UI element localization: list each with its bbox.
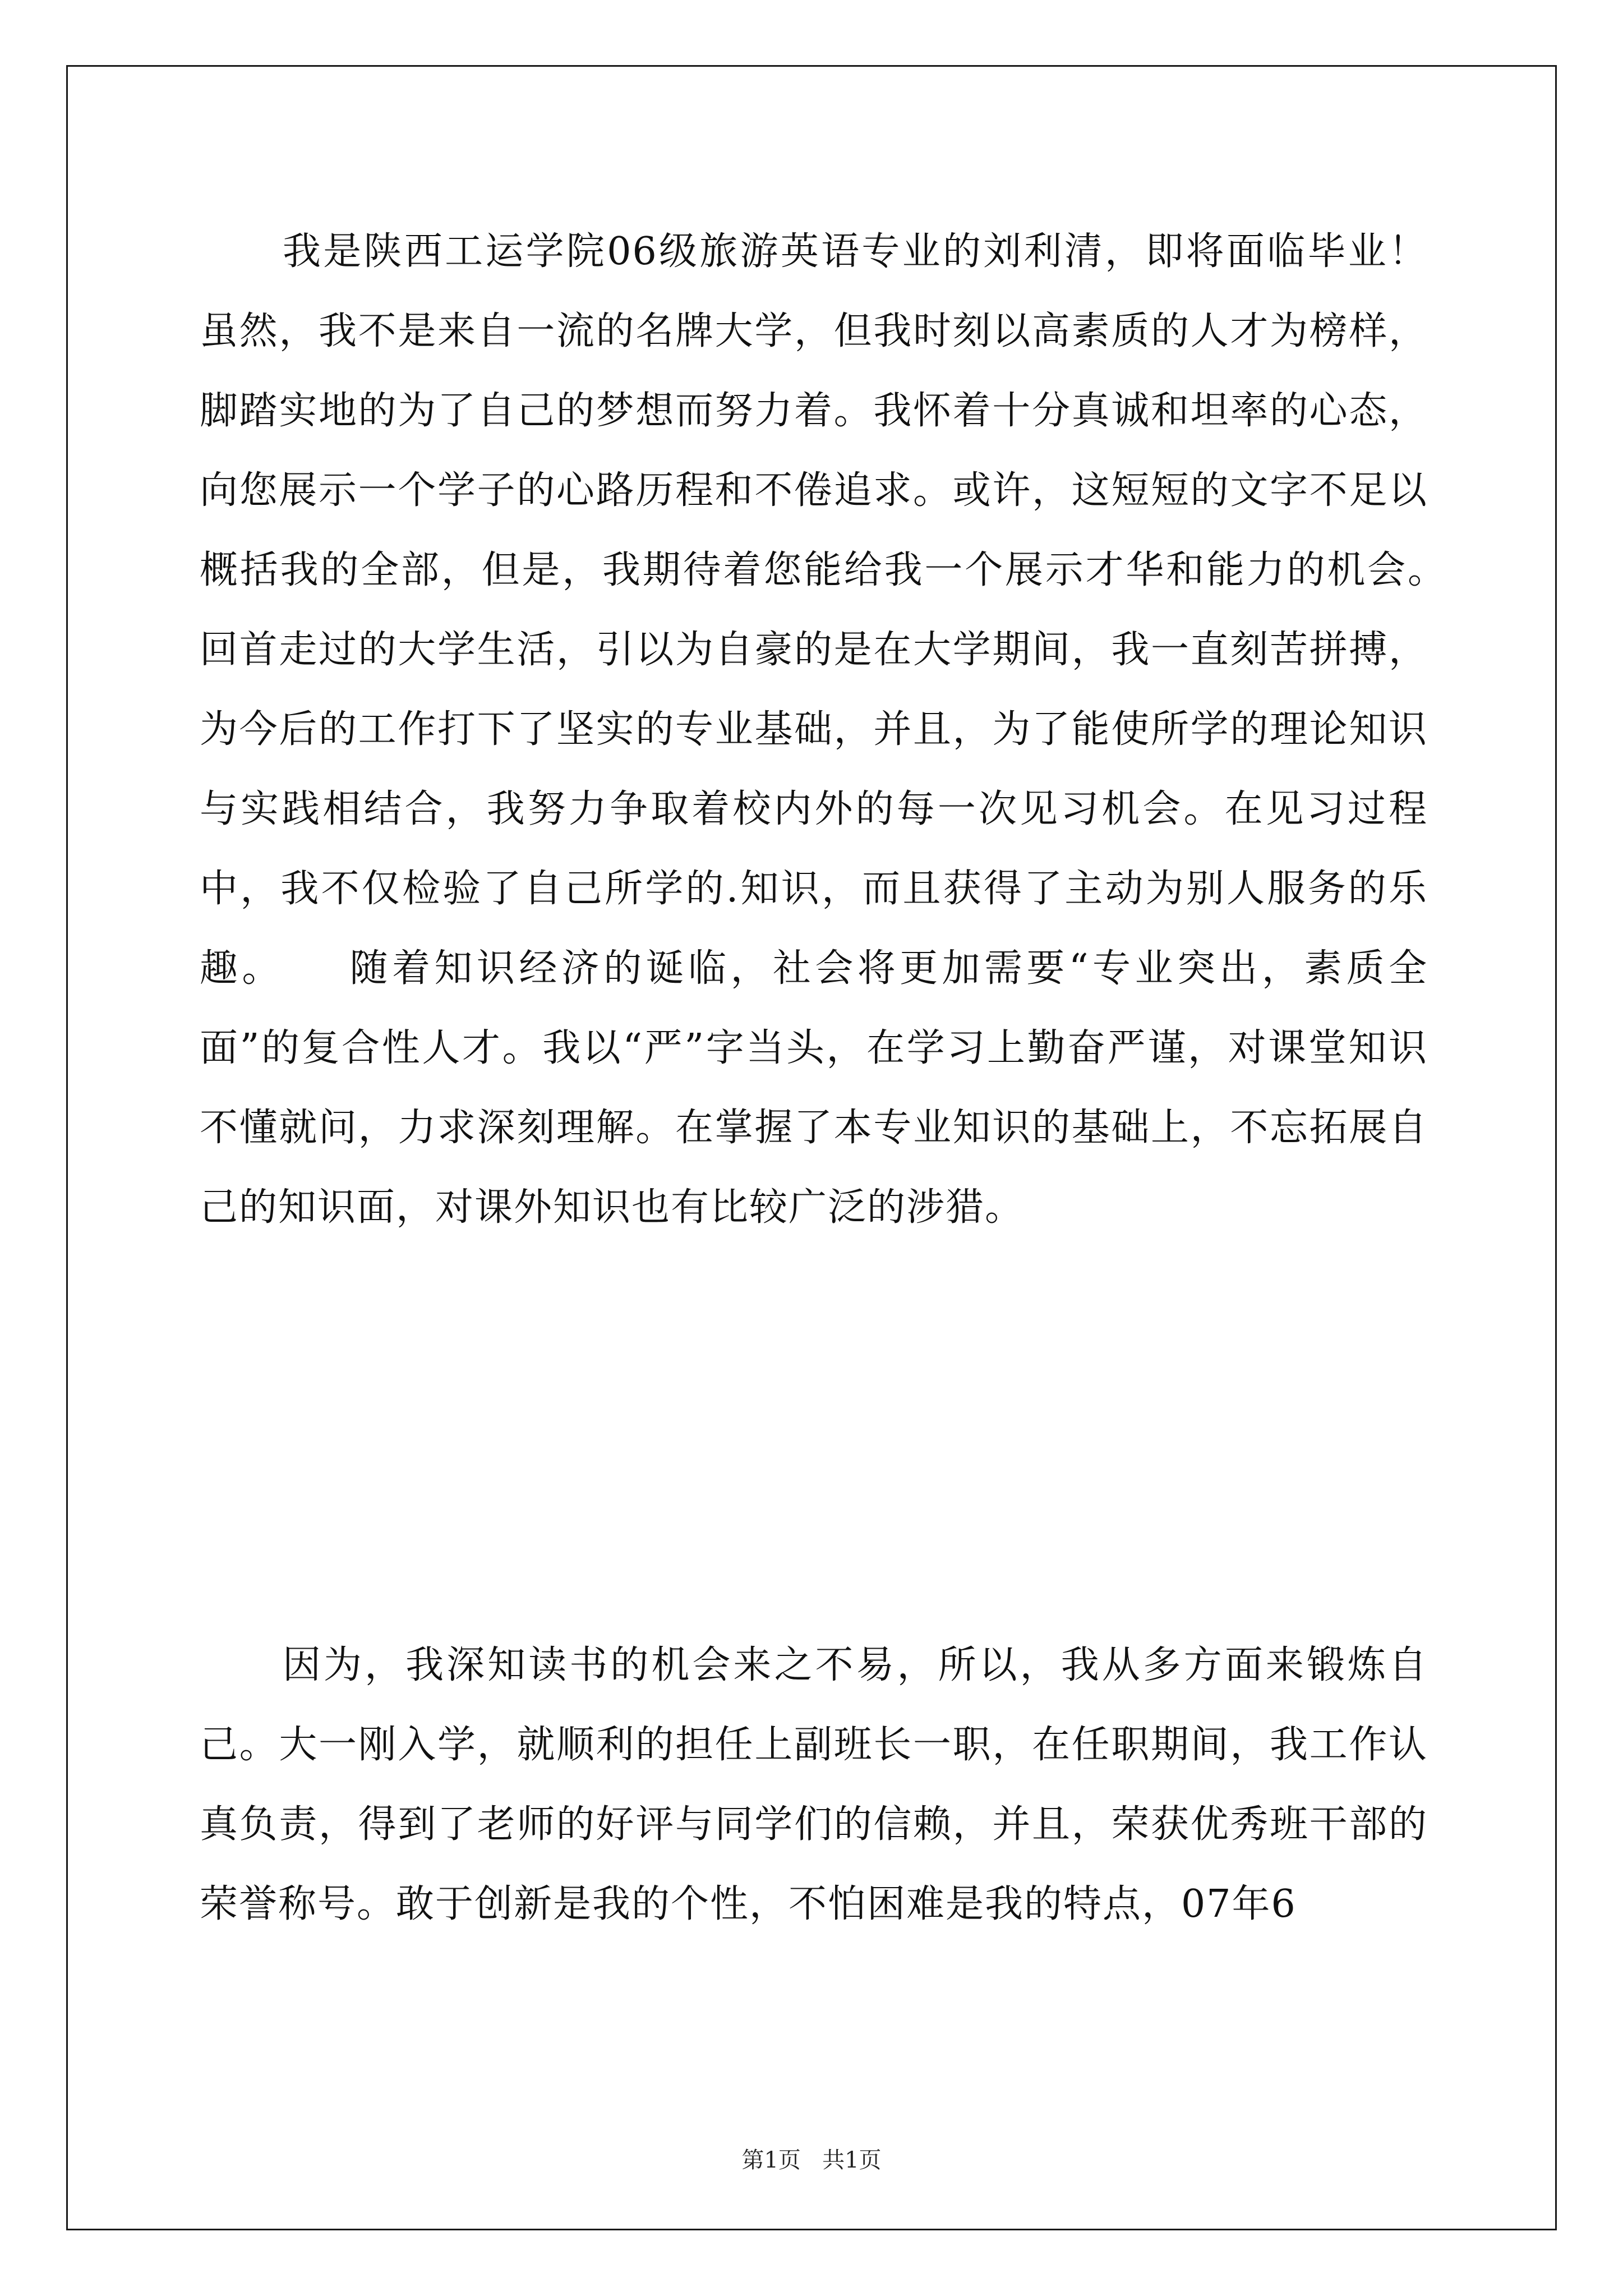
page-footer bbox=[0, 2146, 1623, 2174]
body-paragraph-2: 因为，我深知读书的机会来之不易，所以，我从多方面来锻炼自己。大一刚入学，就顺利的担任上副班长一职，在任职期间，我工作认真负责，得到了老师的好评与同学们的信赖，并且，荣获优秀班干部的荣誉称号。敢于创新是我的个性，不怕困难是我的特点，07年6 bbox=[200, 1643, 1428, 1926]
body-paragraph-1: 我是陕西工运学院06级旅游英语专业的刘利清，即将面临毕业！虽然，我不是来自一流的名牌大学，但我时刻以高素质的人才为榜样，脚踏实地的为了自己的梦想而努力着。我怀着十分真诚和坦率的心态，向您展示一个学子的心路历程和不倦追求。或许，这短短的文字不足以概括我的全部，但是，我期待着您能给我一个展示才华和能力的机会。 回首走过的大学生活，引以为自豪的是在大学期间，我一直刻苦拼搏，为今后的工作打下了坚实的专业基础，并且，为了能使所学的理论知识与实践相结合，我努力争取着校内外的每一次见习机会。在见习过程中，我不仅检验了自己所学的.知识，而且获得了主动为别人服务的乐趣。 随着知识经济的诞临，社会将更加需要“专业突出，素质全面”的复合性人才。我以“严”字当头，在学习上勤奋严谨，对课堂知识不懂就问，力求深刻理解。在掌握了本专业知识的基础上，不忘拓展自己的知识面，对课外知识也有比较广泛的涉猎。 bbox=[200, 229, 1507, 1230]
page-number-label: 第1页 bbox=[741, 2147, 801, 2173]
total-pages-label: 共1页 bbox=[822, 2147, 882, 2173]
